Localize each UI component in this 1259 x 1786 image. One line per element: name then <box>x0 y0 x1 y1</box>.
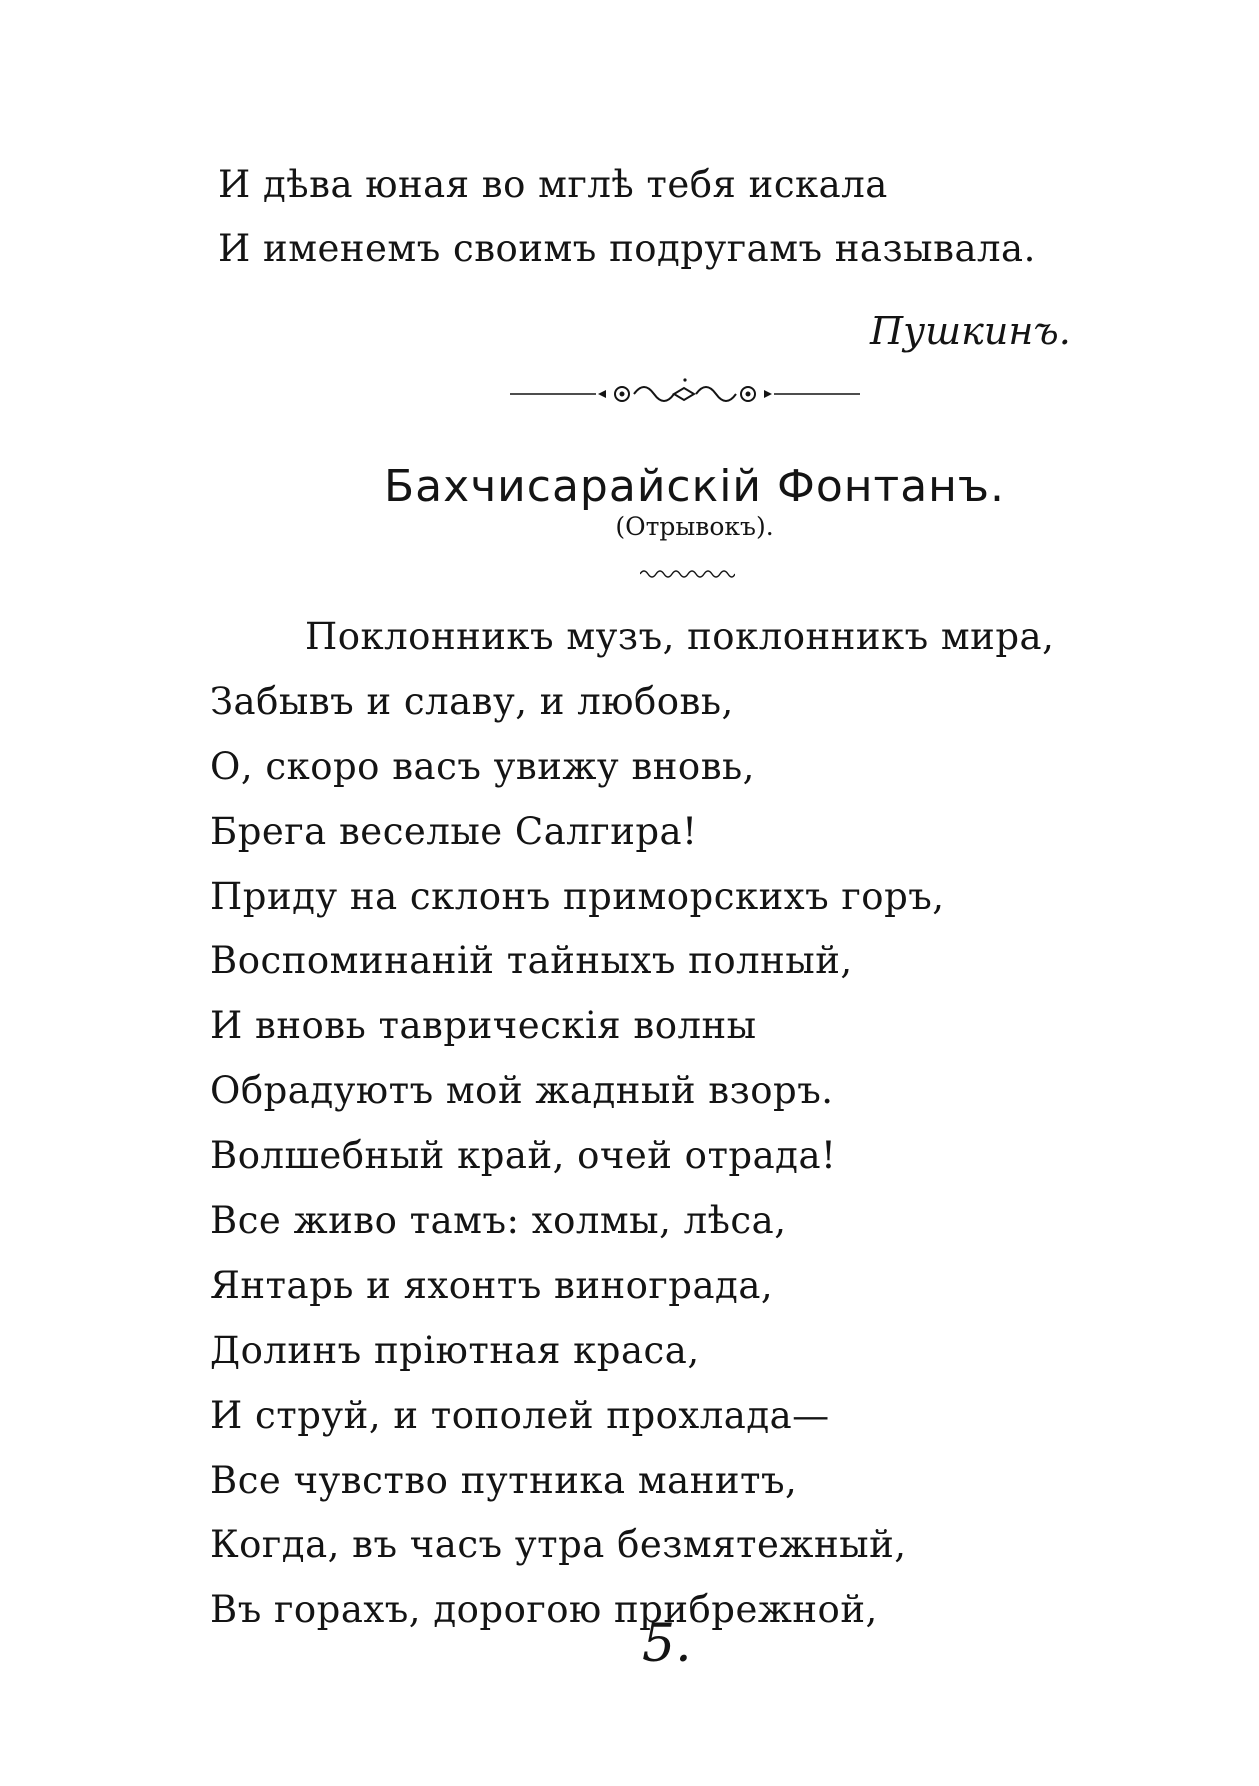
verse-line: Поклонникъ музъ, поклонникъ мира, <box>305 615 1055 658</box>
verse-line: Все живо тамъ: холмы, лѣса, <box>210 1199 787 1243</box>
verse-line: Въ горахъ, дорогою прибрежной, <box>210 1588 878 1632</box>
verse-line: Забывъ и славу, и любовь, <box>210 679 734 723</box>
verse-line: Волшебный край, очей отрада! <box>210 1134 837 1178</box>
previous-poem-line: И именемъ своимъ подругамъ называла. <box>218 227 1036 270</box>
poem-body <box>210 605 1110 1643</box>
poem-subtitle: (Отрывокъ). <box>615 512 774 541</box>
poem-title: Бахчисарайскій Фонтанъ. <box>384 461 1005 512</box>
previous-poem-line: И дѣва юная во мглѣ тебя искала <box>218 163 888 206</box>
verse-line: Когда, въ часъ утра безмятежный, <box>210 1523 907 1567</box>
verse-line: И струй, и тополей прохлада— <box>210 1393 830 1437</box>
page-number: 5. <box>642 1614 692 1674</box>
verse-line: О, скоро васъ увижу вновь, <box>210 744 755 788</box>
verse-line: Воспоминаній тайныхъ полный, <box>210 939 853 983</box>
verse-line: И вновь таврическія волны <box>210 1004 757 1048</box>
author-signature: Пушкинъ. <box>870 309 1071 353</box>
verse-line: Янтарь и яхонтъ винограда, <box>210 1263 774 1307</box>
verse-line: Обрадуютъ мой жадный взоръ. <box>210 1069 834 1113</box>
wave-divider <box>640 566 735 580</box>
verse-line: Долинъ пріютная краса, <box>210 1328 700 1372</box>
ornament-divider <box>510 372 860 412</box>
verse-line: Брега веселые Салгира! <box>210 809 698 853</box>
verse-line: Приду на склонъ приморскихъ горъ, <box>210 874 945 918</box>
verse-line: Все чувство путника манитъ, <box>210 1458 798 1502</box>
